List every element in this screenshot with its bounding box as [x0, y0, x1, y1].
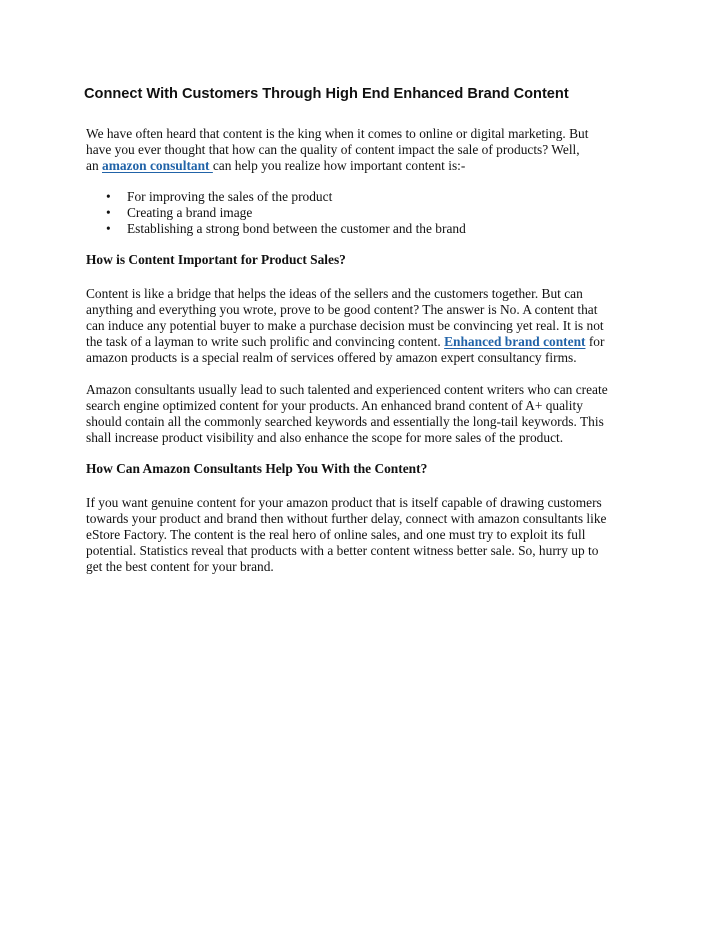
intro-line-2: have you ever thought that how can the quality of content impact the sale of products? Well, — [86, 142, 580, 157]
list-item — [106, 189, 646, 205]
paragraph-line: amazon products is a special realm of services offered by amazon expert consultancy firms. — [86, 350, 577, 365]
paragraph-line: should contain all the commonly searched keywords and essentially the long-tail keywords. This — [86, 414, 604, 429]
benefits-list — [86, 189, 646, 237]
document-body — [86, 84, 646, 591]
enhanced-brand-content-link[interactable]: Enhanced brand content — [444, 334, 586, 349]
paragraph-line: search engine optimized content for your products. An enhanced brand content of A+ quality — [86, 398, 583, 413]
paragraph-line: Amazon consultants usually lead to such talented and experienced content writers who can create — [86, 382, 608, 397]
bullet-icon: • — [106, 205, 111, 220]
section-heading-content-importance: How is Content Important for Product Sales? — [86, 252, 346, 267]
paragraph-line: eStore Factory. The content is the real hero of online sales, and one must try to exploit its full — [86, 527, 586, 542]
document-title: Connect With Customers Through High End Enhanced Brand Content — [84, 86, 569, 102]
list-item — [106, 205, 646, 221]
paragraph-line: get the best content for your brand. — [86, 559, 274, 574]
paragraph-line: If you want genuine content for your amazon product that is itself capable of drawing customers — [86, 495, 602, 510]
section-heading-consultants-help: How Can Amazon Consultants Help You With the Content? — [86, 461, 428, 476]
consultants-help-paragraph — [86, 495, 646, 575]
intro-line-1: We have often heard that content is the king when it comes to online or digital marketing. But — [86, 126, 589, 141]
paragraph-line: shall increase product visibility and also enhance the scope for more sales of the product. — [86, 430, 564, 445]
bullet-icon: • — [106, 189, 111, 204]
list-item-text: Establishing a strong bond between the customer and the brand — [127, 221, 466, 236]
amazon-consultant-link[interactable]: amazon consultant — [102, 158, 213, 173]
bullet-icon: • — [106, 221, 111, 236]
paragraph-line: Content is like a bridge that helps the ideas of the sellers and the customers together. But can — [86, 286, 583, 301]
amazon-consultants-paragraph — [86, 382, 646, 446]
paragraph-line: can induce any potential buyer to make a purchase decision must be convincing yet real. It is not — [86, 318, 604, 333]
content-importance-paragraph — [86, 286, 646, 366]
paragraph-line-suffix: for — [585, 334, 605, 349]
paragraph-line: potential. Statistics reveal that products with a better content witness better sale. So, hurry up to — [86, 543, 599, 558]
list-item-text: For improving the sales of the product — [127, 189, 333, 204]
paragraph-line: towards your product and brand then without further delay, connect with amazon consultants like — [86, 511, 607, 526]
paragraph-line — [86, 334, 646, 350]
list-item-text: Creating a brand image — [127, 205, 253, 220]
intro-line-3 — [86, 158, 646, 174]
paragraph-line: anything and everything you wrote, prove to be good content? The answer is No. A content that — [86, 302, 598, 317]
paragraph-line-prefix: the task of a layman to write such prolific and convincing content. — [86, 334, 445, 349]
list-item — [106, 221, 646, 237]
intro-paragraph — [86, 126, 646, 174]
intro-line-3-prefix: an — [86, 158, 102, 173]
intro-line-3-suffix: can help you realize how important content is:- — [212, 158, 466, 173]
